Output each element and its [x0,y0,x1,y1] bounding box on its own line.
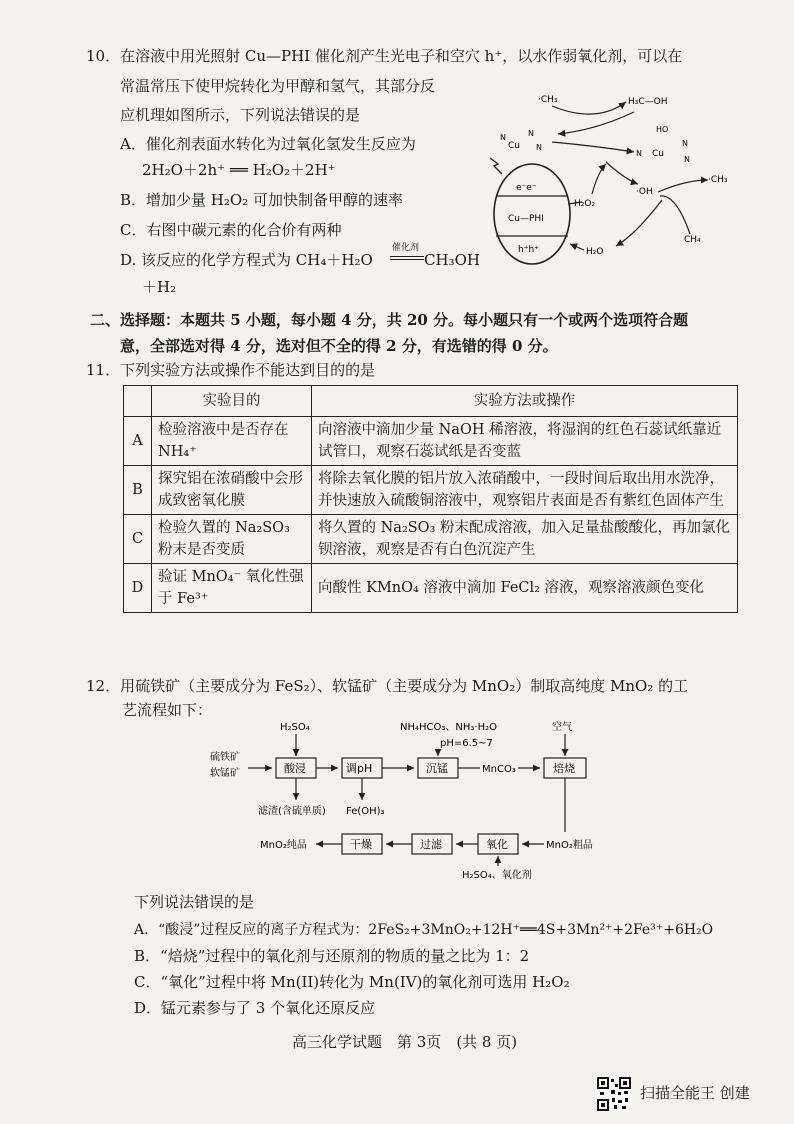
qr-code-icon [596,1076,632,1112]
flow-air: 空气 [552,722,572,733]
arrow-to-complex-left [558,112,634,134]
q10-option-d-condition: 催化剂 [392,243,420,253]
q11-header-row [124,386,738,417]
light-icon [490,158,502,174]
arrow-ch3-to-methanol [552,102,626,114]
species-ch3-top: ·CH₃ [538,95,558,105]
q10-option-d-product: CH₃OH [424,251,480,269]
arrow-ch4 [660,196,690,234]
flow-h2so4: H₂SO₄ [280,722,310,733]
complex-right-cu: Cu [652,149,664,159]
complex-left-n2: N [528,129,534,138]
flow-mno2-crude: MnO₂粗品 [546,840,593,851]
table-row [124,466,738,515]
q11-row-method: 将除去氧化膜的铝片放入浓硝酸中，一段时间后取出用水洗净，并快速放入硫酸铜溶液中，观察铝片表面是否有紫红色固体产生 [312,466,738,515]
table-row [124,515,738,564]
q11-row-purpose: 检验溶液中是否存在 NH₄⁺ [152,417,312,466]
catalyst-label: Cu—PHI [508,214,544,224]
q12-option-c: C．“氧化”过程中将 Mn(II)转化为 Mn(IV)的氧化剂可选用 H₂O₂ [134,973,570,991]
flow-adjust-ph: 调pH [346,762,373,775]
section2-line1: 二、选择题：本题共 5 小题，每小题 4 分，共 20 分。每小题只有一个或两个选项符合题 [90,311,689,329]
scanner-watermark: 扫描全能王 创建 [640,1084,750,1102]
arrow-to-oh [606,162,638,184]
q12-line1: 12．用硫铁矿（主要成分为 FeS₂）、软锰矿（主要成分为 MnO₂）制取高纯度 MnO₂ 的工 [86,677,689,695]
q11-row-label: A [124,417,152,466]
complex-left-n1: N [500,133,506,142]
flow-roast: 焙烧 [553,762,575,775]
species-ch4: CH₄ [684,235,701,245]
complex-right-n2: N [682,139,688,148]
arrow-h2o2-up [592,164,606,194]
q11-row-method: 将久置的 Na₂SO₃ 粉末配成溶液，加入足量盐酸酸化，再加氯化钡溶液，观察是否有白色沉淀产生 [312,515,738,564]
q12-question: 下列说法错误的是 [134,893,255,911]
q11-row-label: B [124,466,152,515]
q11-row-purpose: 探究铝在浓硝酸中会形成致密氧化膜 [152,466,312,515]
species-methanol: H₃C—OH [628,97,668,107]
q10-option-a-equation: 2H₂O＋2h⁺ ══ H₂O₂＋2H⁺ [142,161,336,179]
q11-row-purpose: 检验久置的 Na₂SO₃ 粉末是否变质 [152,515,312,564]
flow-ore-pyrolusite: 软锰矿 [210,768,240,779]
complex-left-n3: N [536,143,542,152]
species-oh-radical: ·OH [636,187,653,197]
q10-option-d-continued: ＋H₂ [142,278,177,296]
species-h2o2: H₂O₂ [574,199,596,209]
species-ch3-right: ·CH₃ [708,175,728,185]
table-row [124,417,738,466]
q11-table [123,385,738,613]
flow-precip-mn: 沉锰 [426,762,448,775]
flow-mnco3: MnCO₃ [482,764,516,775]
flow-reagents: NH₄HCO₃、NH₃·H₂O [400,722,497,733]
q11-row-purpose: 验证 MnO₄⁻ 氧化性强于 Fe³⁺ [152,564,312,613]
arrow-to-complex-right [552,142,634,152]
q11-row-method: 向酸性 KMnO₄ 溶液中滴加 FeCl₂ 溶液，观察溶液颜色变化 [312,564,738,613]
flow-ox-reagents: H₂SO₄、氧化剂 [462,870,532,881]
arrow-oh-to-ch3 [658,180,708,192]
flow-ore-pyrite: 硫铁矿 [210,752,240,763]
q10-eq-line [390,256,424,257]
q10-eq-line-2 [390,259,424,260]
q11-stem: 11．下列实验方法或操作不能达到目的的是 [86,361,376,379]
flow-mno2-pure: MnO₂纯品 [260,840,307,851]
page-footer: 高三化学试题 第 3页 (共 8 页) [292,1033,518,1051]
complex-right-n3: N [684,155,690,164]
hole-label: h⁺h⁺ [518,245,539,255]
flow-filter: 过滤 [420,838,442,851]
q10-option-b: B．增加少量 H₂O₂ 可加快制备甲醇的速率 [120,191,403,209]
q10-option-d: D. 该反应的化学方程式为 CH₄＋H₂O [120,251,373,269]
flow-acid-leach: 酸浸 [284,762,306,775]
q10-option-a: A．催化剂表面水转化为过氧化氢发生反应为 [120,135,416,153]
complex-right-ho: HO [656,125,669,134]
q12-option-a: A．“酸浸”过程反应的离子方程式为：2FeS₂+3MnO₂+12H⁺══4S+3Mn²⁺+2Fe³⁺+6H₂O [134,922,714,938]
flow-residue: 滤渣(含硫单质) [258,806,326,817]
q11-header-blank [124,386,152,417]
electron-label: e⁻e⁻ [516,183,537,193]
q11-header-purpose: 实验目的 [152,386,312,417]
flow-feoh3: Fe(OH)₃ [346,806,385,817]
q10-line2: 常温常压下使甲烷转化为甲醇和氢气，其部分反 [120,77,436,95]
q12-option-b: B．“焙烧”过程中的氧化剂与还原剂的物质的量之比为 1：2 [134,947,530,965]
table-row [124,564,738,613]
flow-dry: 干燥 [350,838,372,851]
q10-option-c: C．右图中碳元素的化合价有两种 [120,221,342,239]
flow-oxidize: 氧化 [486,838,508,851]
flow-ph: pH=6.5~7 [440,738,493,749]
q10-line3: 应机理如图所示，下列说法错误的是 [120,106,361,124]
section2-line2: 意，全部选对得 4 分，选对但不全的得 2 分，有选错的得 0 分。 [120,337,558,355]
arrow-h2o-to-catalyst [570,244,584,250]
q12-option-d: D．锰元素参与了 3 个氧化还原反应 [134,999,376,1017]
q11-header-method: 实验方法或操作 [312,386,738,417]
arrow-to-h2o [616,200,662,246]
species-h2o: H₂O [586,247,604,257]
q10-mechanism-diagram [486,84,736,274]
complex-left-cu: Cu [508,141,520,151]
q11-row-method: 向溶液中滴加少量 NaOH 稀溶液，将湿润的红色石蕊试纸靠近试管口，观察石蕊试纸是否变蓝 [312,417,738,466]
q11-row-label: D [124,564,152,613]
q12-process-flow [200,714,620,886]
q10-line1: 10．在溶液中用光照射 Cu—PHI 催化剂产生光电子和空穴 h⁺，以水作弱氧化剂，可以在 [86,47,683,65]
q11-row-label: C [124,515,152,564]
q12-line2: 艺流程如下： [122,701,213,719]
complex-right-n1: N [636,149,642,158]
